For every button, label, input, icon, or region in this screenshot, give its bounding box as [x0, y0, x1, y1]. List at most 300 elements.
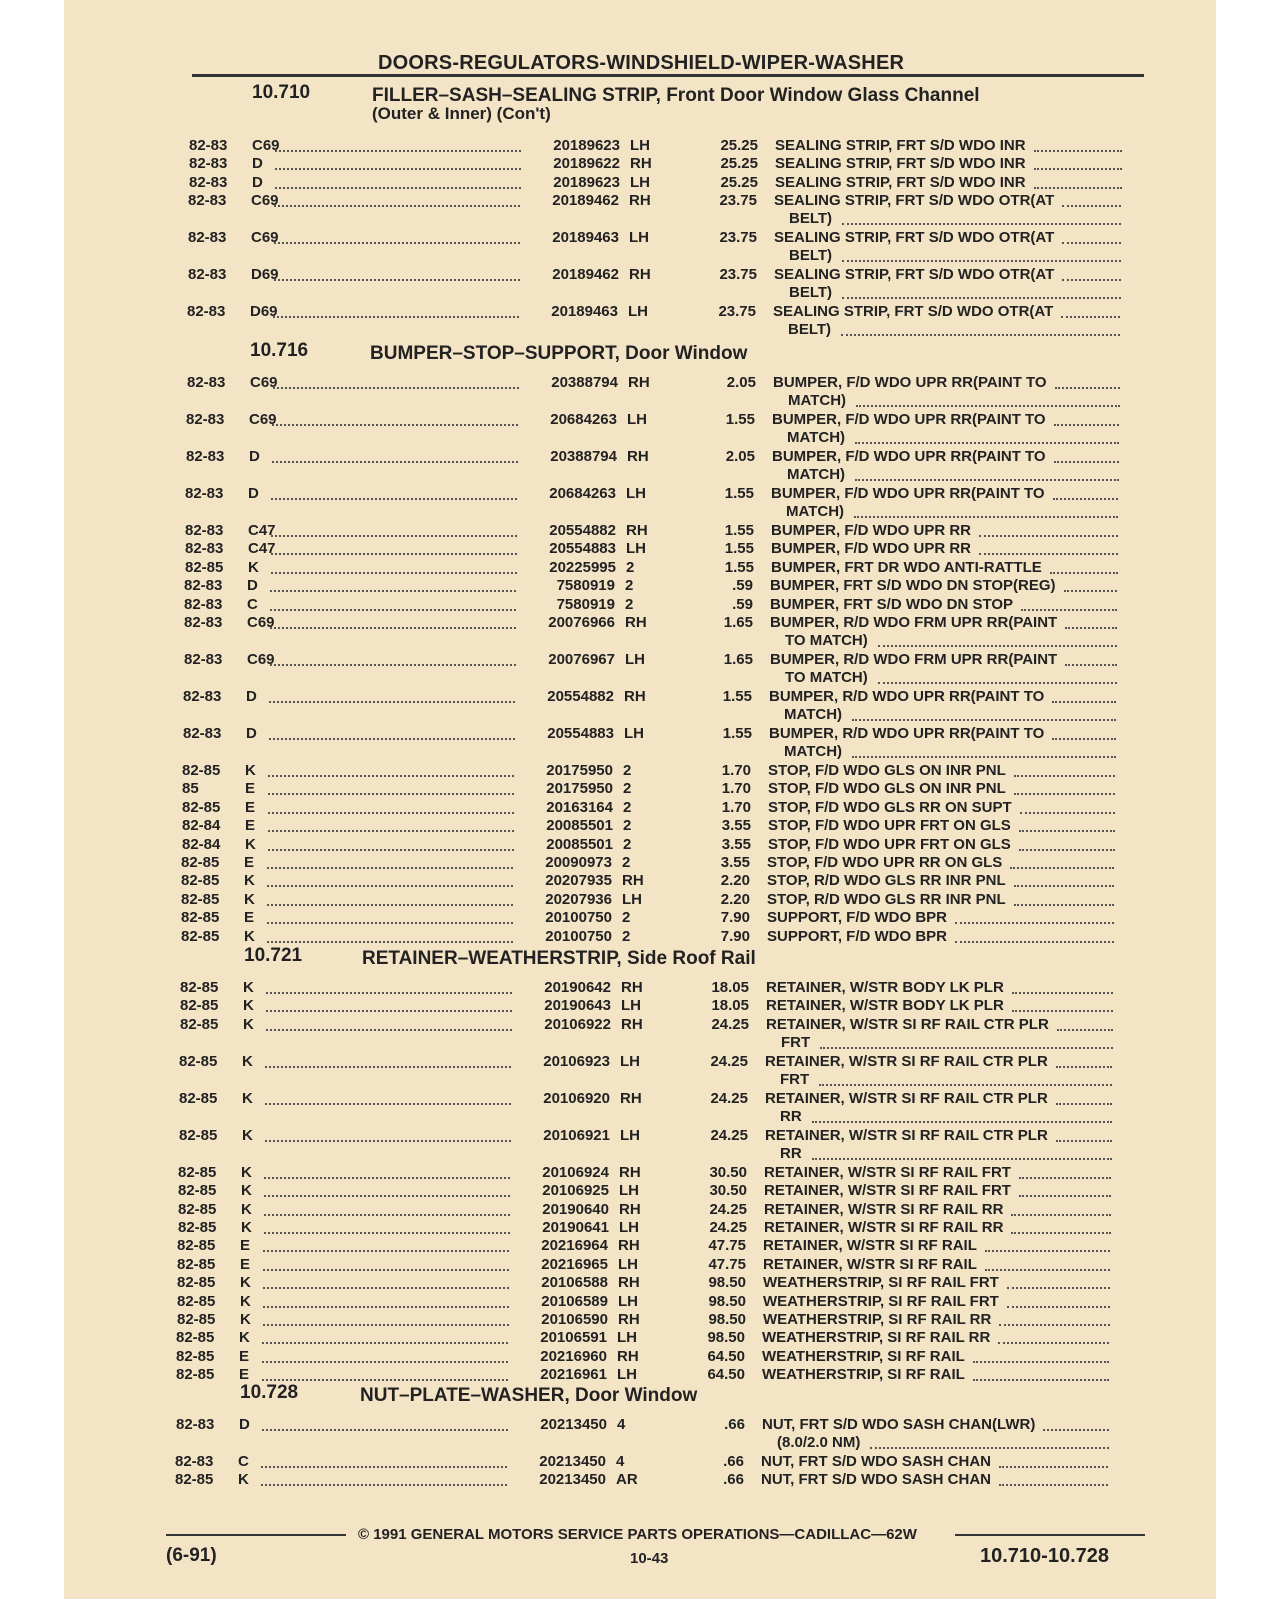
model-years: 82-85: [180, 979, 219, 996]
dot-leader: [1061, 303, 1120, 318]
part-description-continued: RR: [780, 1144, 802, 1162]
body-model: K: [243, 979, 254, 996]
price: 64.50: [707, 1347, 745, 1365]
body-model: D: [248, 485, 259, 502]
part-description: RETAINER, W/STR BODY LK PLR: [766, 997, 1004, 1015]
part-number: 20189463: [551, 303, 618, 321]
part-number: 7580919: [556, 577, 615, 595]
dot-leader: [1019, 1164, 1111, 1179]
part-number: 20189463: [552, 229, 619, 247]
part-description: WEATHERSTRIP, SI RF RAIL FRT: [763, 1274, 999, 1292]
part-description: RETAINER, W/STR SI RF RAIL CTR PLR: [765, 1126, 1048, 1144]
part-number: 20189622: [553, 155, 620, 173]
dot-leader: [274, 192, 520, 207]
body-model: K: [240, 1311, 251, 1328]
quantity: 2: [626, 558, 635, 576]
dot-leader: [263, 1237, 509, 1252]
dot-leader: [1062, 266, 1121, 281]
dot-leader: [263, 1274, 509, 1289]
price: 1.55: [724, 558, 754, 576]
model-years: 82-83: [188, 192, 227, 210]
quantity: LH: [627, 411, 647, 428]
part-number: 20090973: [545, 854, 612, 871]
part-description-continued: FRT: [780, 1070, 810, 1088]
dot-leader: [852, 743, 1116, 758]
body-model: D: [246, 688, 257, 705]
part-number: 20216964: [541, 1237, 608, 1255]
dot-leader: [270, 614, 516, 629]
price: 1.65: [723, 651, 753, 668]
body-model: D: [249, 448, 260, 465]
body-model: C: [247, 595, 258, 613]
part-description: NUT, FRT S/D WDO SASH CHAN: [761, 1471, 991, 1489]
dot-leader: [856, 392, 1120, 407]
part-description-continued: BELT): [788, 321, 832, 339]
dot-leader: [1010, 854, 1114, 869]
part-row: [0, 1366, 1262, 1385]
dot-leader: [1012, 979, 1113, 994]
body-model: C69: [251, 192, 279, 210]
part-row: [0, 485, 1271, 504]
body-model: E: [240, 1255, 251, 1273]
quantity: 4: [617, 1416, 626, 1433]
quantity: LH: [618, 1292, 638, 1310]
price: 24.25: [710, 1052, 748, 1070]
body-model: K: [242, 1089, 253, 1107]
quantity: LH: [617, 1366, 637, 1384]
part-description: BUMPER, R/D WDO UPR RR(PAINT TO: [769, 688, 1045, 705]
part-description: STOP, F/D WDO GLS ON INR PNL: [768, 762, 1006, 779]
model-years: 82-83: [185, 540, 224, 558]
dot-leader: [268, 836, 514, 851]
part-description-continued: BELT): [789, 284, 833, 302]
dot-leader: [999, 1311, 1110, 1326]
part-number: 20190640: [542, 1200, 609, 1218]
model-years: 82-85: [181, 872, 220, 890]
part-row-continuation: [0, 1071, 1265, 1090]
dot-leader: [265, 1090, 511, 1105]
part-number: 20076966: [548, 614, 615, 631]
footer-section-range: 10.710-10.728: [980, 1545, 1110, 1567]
section-number: 10.716: [250, 340, 309, 361]
part-number: 20554883: [547, 725, 614, 742]
part-description: RETAINER, W/STR SI RF RAIL RR: [764, 1200, 1004, 1218]
dot-leader: [261, 1453, 507, 1468]
part-number: 20175950: [546, 762, 613, 779]
price: 7.90: [720, 909, 750, 927]
part-description: RETAINER, W/STR SI RF RAIL: [763, 1237, 977, 1255]
part-description: WEATHERSTRIP, SI RF RAIL RR: [762, 1329, 991, 1347]
part-row: [0, 780, 1268, 799]
dot-leader: [1019, 1182, 1111, 1197]
price: 98.50: [708, 1274, 746, 1292]
dot-leader: [271, 540, 517, 555]
part-row: [0, 1164, 1264, 1183]
dot-leader: [1064, 577, 1117, 592]
part-number: 20189462: [552, 266, 619, 284]
part-row: [0, 411, 1272, 430]
dot-leader: [1062, 229, 1121, 244]
part-description: STOP, F/D WDO UPR FRT ON GLS: [768, 835, 1011, 853]
part-number: 20216960: [540, 1347, 607, 1365]
model-years: 82-83: [185, 485, 224, 502]
model-years: 82-85: [182, 762, 221, 779]
part-row: [0, 266, 1274, 285]
part-row: [0, 1416, 1262, 1435]
part-number: 20100750: [545, 927, 612, 945]
part-number: 20106921: [543, 1126, 610, 1144]
body-model: K: [241, 1200, 252, 1218]
part-number: 20163164: [546, 798, 613, 816]
dot-leader: [266, 997, 512, 1012]
body-model: K: [241, 1163, 252, 1181]
price: 2.20: [720, 872, 750, 890]
dot-leader: [262, 1329, 508, 1344]
part-number: 20213450: [539, 1471, 606, 1489]
body-model: E: [244, 854, 255, 871]
part-description: SEALING STRIP, FRT S/D WDO INR: [775, 137, 1026, 154]
dot-leader: [1014, 762, 1115, 777]
quantity: RH: [620, 1089, 642, 1107]
dot-leader: [270, 651, 516, 666]
part-row: [0, 229, 1274, 248]
model-years: 82-85: [177, 1237, 216, 1255]
dot-leader: [1054, 448, 1119, 463]
body-model: D: [246, 725, 257, 742]
part-description: STOP, F/D WDO UPR RR ON GLS: [767, 854, 1003, 871]
model-years: 82-85: [176, 1347, 215, 1365]
part-row-continuation: [0, 1145, 1265, 1164]
price: .66: [724, 1416, 745, 1433]
part-description: WEATHERSTRIP, SI RF RAIL RR: [763, 1311, 992, 1328]
part-description: BUMPER, F/D WDO UPR RR(PAINT TO: [772, 448, 1046, 465]
dot-leader: [1034, 137, 1122, 152]
dot-leader: [268, 780, 514, 795]
dot-leader: [1055, 374, 1120, 389]
quantity: LH: [626, 540, 646, 558]
part-row-continuation: [0, 210, 1274, 229]
price: 23.75: [718, 303, 756, 321]
price: 98.50: [708, 1311, 746, 1328]
model-years: 82-85: [177, 1255, 216, 1273]
dot-leader: [1021, 596, 1117, 611]
dot-leader: [1020, 799, 1115, 814]
dot-leader: [264, 1201, 510, 1216]
body-model: C47: [248, 540, 276, 558]
part-row: [0, 1348, 1262, 1367]
model-years: 82-83: [175, 1453, 214, 1470]
part-row-continuation: [0, 392, 1273, 411]
dot-leader: [264, 1219, 510, 1234]
price: .66: [723, 1471, 744, 1489]
part-row-continuation: [0, 284, 1274, 303]
body-model: E: [239, 1347, 250, 1365]
body-model: K: [238, 1471, 249, 1489]
dot-leader: [998, 1329, 1109, 1344]
part-row-continuation: [0, 743, 1269, 762]
footer-page-number: 10-43: [630, 1550, 669, 1567]
body-model: K: [243, 997, 254, 1015]
price: 47.75: [708, 1237, 746, 1255]
part-number: 20106925: [542, 1182, 609, 1200]
model-years: 82-85: [185, 558, 224, 576]
dot-leader: [267, 854, 513, 869]
part-row-continuation: [0, 669, 1270, 688]
dot-leader: [812, 1108, 1112, 1123]
price: 30.50: [709, 1163, 747, 1181]
part-row: [0, 1201, 1264, 1220]
body-model: C69: [252, 137, 280, 154]
quantity: RH: [624, 688, 646, 705]
part-description: BUMPER, F/D WDO UPR RR(PAINT TO: [773, 374, 1047, 391]
dot-leader: [841, 321, 1120, 336]
part-number: 20207936: [545, 890, 612, 908]
body-model: K: [245, 835, 256, 853]
part-description: RETAINER, W/STR SI RF RAIL RR: [764, 1219, 1004, 1236]
dot-leader: [275, 174, 521, 189]
body-model: K: [244, 872, 255, 890]
quantity: LH: [624, 725, 644, 742]
price: 1.70: [721, 798, 751, 816]
quantity: RH: [628, 374, 650, 391]
body-model: D: [252, 173, 263, 191]
part-number: 20216961: [540, 1366, 607, 1384]
quantity: 2: [623, 835, 632, 853]
dot-leader: [267, 928, 513, 943]
price: 24.25: [710, 1089, 748, 1107]
part-row: [0, 651, 1270, 670]
dot-leader: [262, 1416, 508, 1431]
part-row: [0, 1182, 1264, 1201]
part-description-continued: FRT: [781, 1033, 811, 1051]
part-description-continued: RR: [780, 1107, 802, 1125]
model-years: 82-83: [186, 448, 225, 465]
part-row: [0, 1453, 1261, 1472]
dot-leader: [1062, 192, 1121, 207]
part-number: 20106923: [543, 1052, 610, 1070]
part-description: BUMPER, F/D WDO UPR RR(PAINT TO: [772, 411, 1046, 428]
price: 24.25: [710, 1126, 748, 1144]
body-model: K: [244, 890, 255, 908]
part-number: 20106920: [543, 1089, 610, 1107]
model-years: 82-85: [177, 1311, 216, 1328]
model-years: 82-83: [183, 688, 222, 705]
part-row: [0, 174, 1275, 193]
dot-leader: [854, 503, 1118, 518]
quantity: LH: [630, 137, 650, 154]
dot-leader: [1007, 1293, 1110, 1308]
dot-leader: [973, 1366, 1109, 1381]
dot-leader: [999, 1471, 1108, 1486]
model-years: 82-84: [182, 817, 221, 835]
body-model: K: [240, 1292, 251, 1310]
part-description: STOP, R/D WDO GLS RR INR PNL: [767, 890, 1006, 908]
price: 1.55: [724, 485, 754, 502]
body-model: E: [244, 909, 255, 927]
part-description: SUPPORT, F/D WDO BPR: [767, 909, 948, 927]
price: 98.50: [708, 1292, 746, 1310]
part-row: [0, 614, 1270, 633]
dot-leader: [1065, 614, 1117, 629]
dot-leader: [842, 247, 1121, 262]
dot-leader: [1014, 872, 1114, 887]
quantity: 2: [625, 577, 634, 595]
part-description: RETAINER, W/STR SI RF RAIL: [763, 1255, 977, 1273]
price: 2.05: [726, 374, 756, 391]
part-row: [0, 762, 1268, 781]
part-row: [0, 909, 1267, 928]
body-model: K: [248, 558, 259, 576]
dot-leader: [271, 522, 517, 537]
part-row: [0, 559, 1271, 578]
quantity: RH: [619, 1163, 641, 1181]
part-description: BUMPER, FRT S/D WDO DN STOP(REG): [770, 577, 1056, 595]
part-description: BUMPER, R/D WDO FRM UPR RR(PAINT: [770, 651, 1058, 668]
part-row: [0, 836, 1268, 855]
dot-leader: [268, 762, 514, 777]
part-number: 20684263: [549, 485, 616, 502]
body-model: K: [243, 1015, 254, 1033]
part-row-continuation: [0, 503, 1271, 522]
dot-leader: [274, 229, 520, 244]
model-years: 82-85: [179, 1089, 218, 1107]
part-description-continued: BELT): [789, 247, 833, 265]
quantity: RH: [627, 448, 649, 465]
part-row: [0, 155, 1275, 174]
quantity: 2: [622, 854, 631, 871]
part-number: 20554882: [547, 688, 614, 705]
part-row-continuation: [0, 321, 1273, 340]
section-title: NUT–PLATE–WASHER, Door Window: [360, 1385, 698, 1406]
dot-leader: [955, 909, 1114, 924]
part-description: WEATHERSTRIP, SI RF RAIL: [762, 1347, 965, 1365]
part-description: SEALING STRIP, FRT S/D WDO OTR(AT: [774, 229, 1055, 247]
part-row: [0, 688, 1269, 707]
page-title: DOORS-REGULATORS-WINDSHIELD-WIPER-WASHER: [378, 52, 905, 74]
part-description-continued: MATCH): [788, 391, 847, 409]
body-model: K: [241, 1219, 252, 1236]
body-model: E: [239, 1366, 250, 1384]
dot-leader: [269, 725, 515, 740]
price: .59: [732, 577, 753, 595]
part-description-continued: MATCH): [787, 428, 846, 446]
part-number: 20388794: [551, 374, 618, 391]
part-number: 20225995: [549, 558, 616, 576]
part-description: RETAINER, W/STR SI RF RAIL CTR PLR: [765, 1089, 1048, 1107]
dot-leader: [1034, 155, 1122, 170]
model-years: 82-83: [186, 411, 225, 428]
part-number: 20216965: [541, 1255, 608, 1273]
part-description: NUT, FRT S/D WDO SASH CHAN(LWR): [762, 1416, 1036, 1433]
dot-leader: [1056, 1127, 1112, 1142]
model-years: 82-83: [185, 522, 224, 539]
part-description: RETAINER, W/STR SI RF RAIL FRT: [764, 1163, 1011, 1181]
quantity: RH: [630, 155, 652, 173]
part-description-continued: MATCH): [784, 742, 843, 760]
part-row-continuation: [0, 1034, 1266, 1053]
model-years: 82-83: [189, 173, 228, 191]
section-subtitle: (Outer & Inner) (Con't): [372, 104, 551, 123]
part-number: 20189623: [553, 137, 620, 154]
body-model: E: [245, 798, 256, 816]
part-row: [0, 872, 1267, 891]
dot-leader: [1052, 688, 1116, 703]
part-description: STOP, F/D WDO UPR FRT ON GLS: [768, 817, 1011, 835]
part-row: [0, 1053, 1265, 1072]
part-number: 20207935: [545, 872, 612, 890]
dot-leader: [1011, 1201, 1111, 1216]
model-years: 82-85: [181, 927, 220, 945]
part-number: 20388794: [550, 448, 617, 465]
price: 23.75: [719, 192, 757, 210]
model-years: 82-83: [184, 577, 223, 595]
dot-leader: [263, 1311, 509, 1326]
dot-leader: [271, 559, 517, 574]
dot-leader: [842, 210, 1121, 225]
price: 24.25: [711, 1015, 749, 1033]
dot-leader: [1014, 780, 1115, 795]
dot-leader: [1019, 817, 1115, 832]
model-years: 82-83: [188, 266, 227, 284]
dot-leader: [973, 1348, 1109, 1363]
quantity: RH: [625, 614, 647, 631]
part-row-continuation: [0, 1108, 1265, 1127]
part-description: NUT, FRT S/D WDO SASH CHAN: [761, 1453, 991, 1470]
part-description-continued: TO MATCH): [785, 668, 868, 686]
part-row: [0, 137, 1275, 156]
quantity: LH: [629, 229, 649, 247]
dot-leader: [265, 1053, 511, 1068]
quantity: RH: [618, 1274, 640, 1292]
part-number: 20190643: [544, 997, 611, 1015]
price: 1.55: [725, 411, 755, 428]
model-years: 82-85: [181, 854, 220, 871]
quantity: RH: [622, 872, 644, 890]
dot-leader: [1050, 559, 1118, 574]
dot-leader: [264, 1182, 510, 1197]
quantity: LH: [618, 1255, 638, 1273]
price: 47.75: [708, 1255, 746, 1273]
price: 3.55: [720, 854, 750, 871]
model-years: 82-85: [180, 997, 219, 1015]
part-description: BUMPER, FRT DR WDO ANTI-RATTLE: [771, 558, 1042, 576]
body-model: K: [242, 1126, 253, 1144]
part-description-continued: (8.0/2.0 NM): [777, 1433, 861, 1451]
footer-rule-right: [955, 1534, 1145, 1536]
part-row: [0, 1016, 1266, 1035]
price: 2.20: [720, 890, 750, 908]
part-row: [0, 1090, 1265, 1109]
part-row: [0, 854, 1267, 873]
part-row-continuation: [0, 706, 1269, 725]
part-description-continued: TO MATCH): [785, 631, 868, 649]
dot-leader: [1056, 1090, 1112, 1105]
price: 1.65: [723, 614, 753, 631]
dot-leader: [820, 1034, 1113, 1049]
footer-rule-left: [166, 1534, 346, 1536]
body-model: C47: [248, 522, 276, 539]
dot-leader: [1065, 651, 1117, 666]
quantity: LH: [622, 890, 642, 908]
model-years: 82-85: [179, 1126, 218, 1144]
part-number: 20190642: [544, 979, 611, 996]
price: 23.75: [719, 266, 757, 284]
part-number: 7580919: [556, 595, 615, 613]
dot-leader: [265, 1127, 511, 1142]
model-years: 82-83: [189, 137, 228, 154]
dot-leader: [273, 374, 519, 389]
part-description: BUMPER, R/D WDO UPR RR(PAINT TO: [769, 725, 1045, 742]
